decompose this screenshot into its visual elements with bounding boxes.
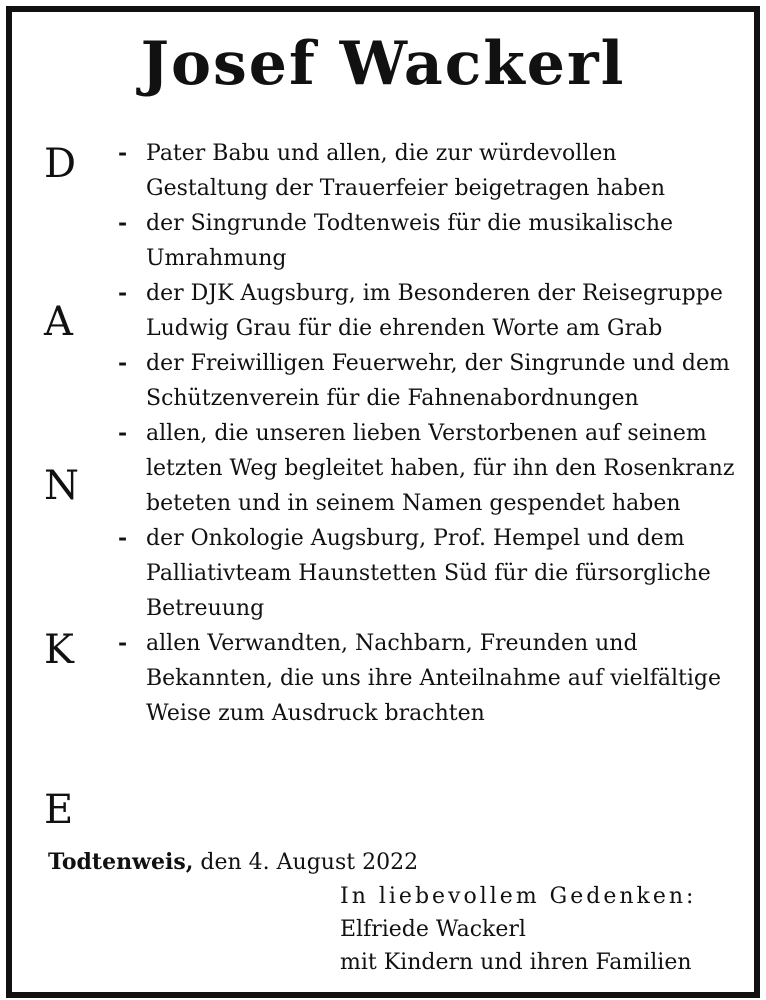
thanks-item-text: allen Verwandten, Nachbarn, Freunden und Bekannten, die uns ihre Anteilnahme auf vielfältige Weise zum Ausdruck brachten (146, 631, 722, 726)
thanks-item (118, 521, 738, 626)
thanks-item-text: der Singrunde Todtenweis für die musikalische Umrahmung (146, 211, 674, 271)
danke-letter-d: D (44, 141, 77, 187)
date-line (48, 846, 418, 879)
bullet-dash: - (118, 140, 128, 166)
danke-letter-a: A (44, 299, 73, 345)
signature-name: Elfriede Wackerl (340, 917, 526, 942)
thanks-item-text: Pater Babu und allen, die zur würdevollen Gestaltung der Trauerfeier beigetragen haben (146, 141, 666, 201)
danke-letter-k: K (44, 627, 74, 673)
bullet-dash: - (118, 630, 128, 656)
thanks-item-text: der Onkologie Augsburg, Prof. Hempel und dem Palliativteam Haunstetten Süd für die fürsorgliche Betreuung (146, 526, 711, 621)
bullet-dash: - (118, 525, 128, 551)
thanks-item-text: allen, die unseren lieben Verstorbenen auf seinem letzten Weg begleitet haben, für ihn den Rosenkranz beteten und in seinem Namen gespendet haben (146, 421, 735, 516)
thanks-item-text: der Freiwilligen Feuerwehr, der Singrunde und dem Schützenverein für die Fahnenabordnungen (146, 351, 730, 411)
danke-letter-n: N (44, 463, 79, 509)
bullet-dash: - (118, 350, 128, 376)
signature-family: mit Kindern und ihren Familien (340, 950, 692, 975)
thanks-item (118, 626, 738, 731)
thanks-item (118, 206, 738, 276)
thanks-item-text: der DJK Augsburg, im Besonderen der Reisegruppe Ludwig Grau für die ehrenden Worte am Grab (146, 281, 723, 341)
thanks-item (118, 416, 738, 521)
date-place: Todtenweis, (48, 849, 194, 875)
deceased-name: Josef Wackerl (140, 29, 626, 99)
signature-block (340, 880, 696, 979)
signature-greeting: In liebevollem Gedenken: (340, 884, 697, 909)
bullet-dash: - (118, 280, 128, 306)
date-text: den 4. August 2022 (200, 850, 419, 875)
thanks-item (118, 276, 738, 346)
bullet-dash: - (118, 420, 128, 446)
thanks-item (118, 136, 738, 206)
thanks-item (118, 346, 738, 416)
thanks-list (118, 136, 738, 731)
danke-letter-e: E (44, 787, 74, 833)
bullet-dash: - (118, 210, 128, 236)
